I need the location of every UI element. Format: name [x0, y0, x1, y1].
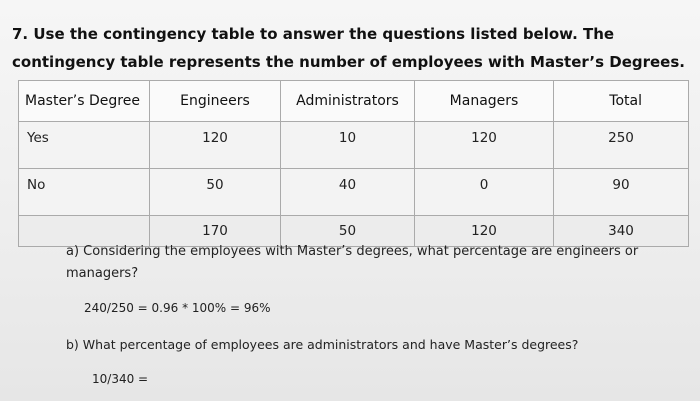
header-total: Total: [554, 81, 689, 122]
row-label-yes: Yes: [19, 122, 150, 169]
cell-grand-total: 340: [554, 216, 689, 247]
question-title: 7. Use the contingency table to answer the questions listed below. The contingency table represents the number of employees with Master’s Degrees.: [12, 25, 685, 71]
header-masters-degree: Master’s Degree: [19, 81, 150, 122]
header-administrators: Administrators: [281, 81, 415, 122]
cell-total-managers: 120: [415, 216, 554, 247]
table-row: [19, 122, 689, 169]
cell-no-total: 90: [554, 169, 689, 216]
cell-no-engineers: 50: [150, 169, 281, 216]
cell-yes-administrators: 10: [281, 122, 415, 169]
contingency-table: [18, 80, 689, 247]
cell-yes-engineers: 120: [150, 122, 281, 169]
part-b-answer: 10/340 =: [92, 372, 149, 386]
cell-yes-total: 250: [554, 122, 689, 169]
part-b-question: b) What percentage of employees are administrators and have Master’s degrees?: [66, 337, 579, 352]
row-label-no: No: [19, 169, 150, 216]
header-engineers: Engineers: [150, 81, 281, 122]
part-a-question: a) Considering the employees with Master’s degrees, what percentage are engineers or managers?: [66, 244, 639, 281]
table-header-row: [19, 81, 689, 122]
part-a-answer: 240/250 = 0.96 * 100% = 96%: [84, 301, 271, 315]
cell-yes-managers: 120: [415, 122, 554, 169]
header-managers: Managers: [415, 81, 554, 122]
table-row: [19, 169, 689, 216]
cell-total-administrators: 50: [281, 216, 415, 247]
cell-no-administrators: 40: [281, 169, 415, 216]
cell-total-engineers: 170: [150, 216, 281, 247]
cell-no-managers: 0: [415, 169, 554, 216]
